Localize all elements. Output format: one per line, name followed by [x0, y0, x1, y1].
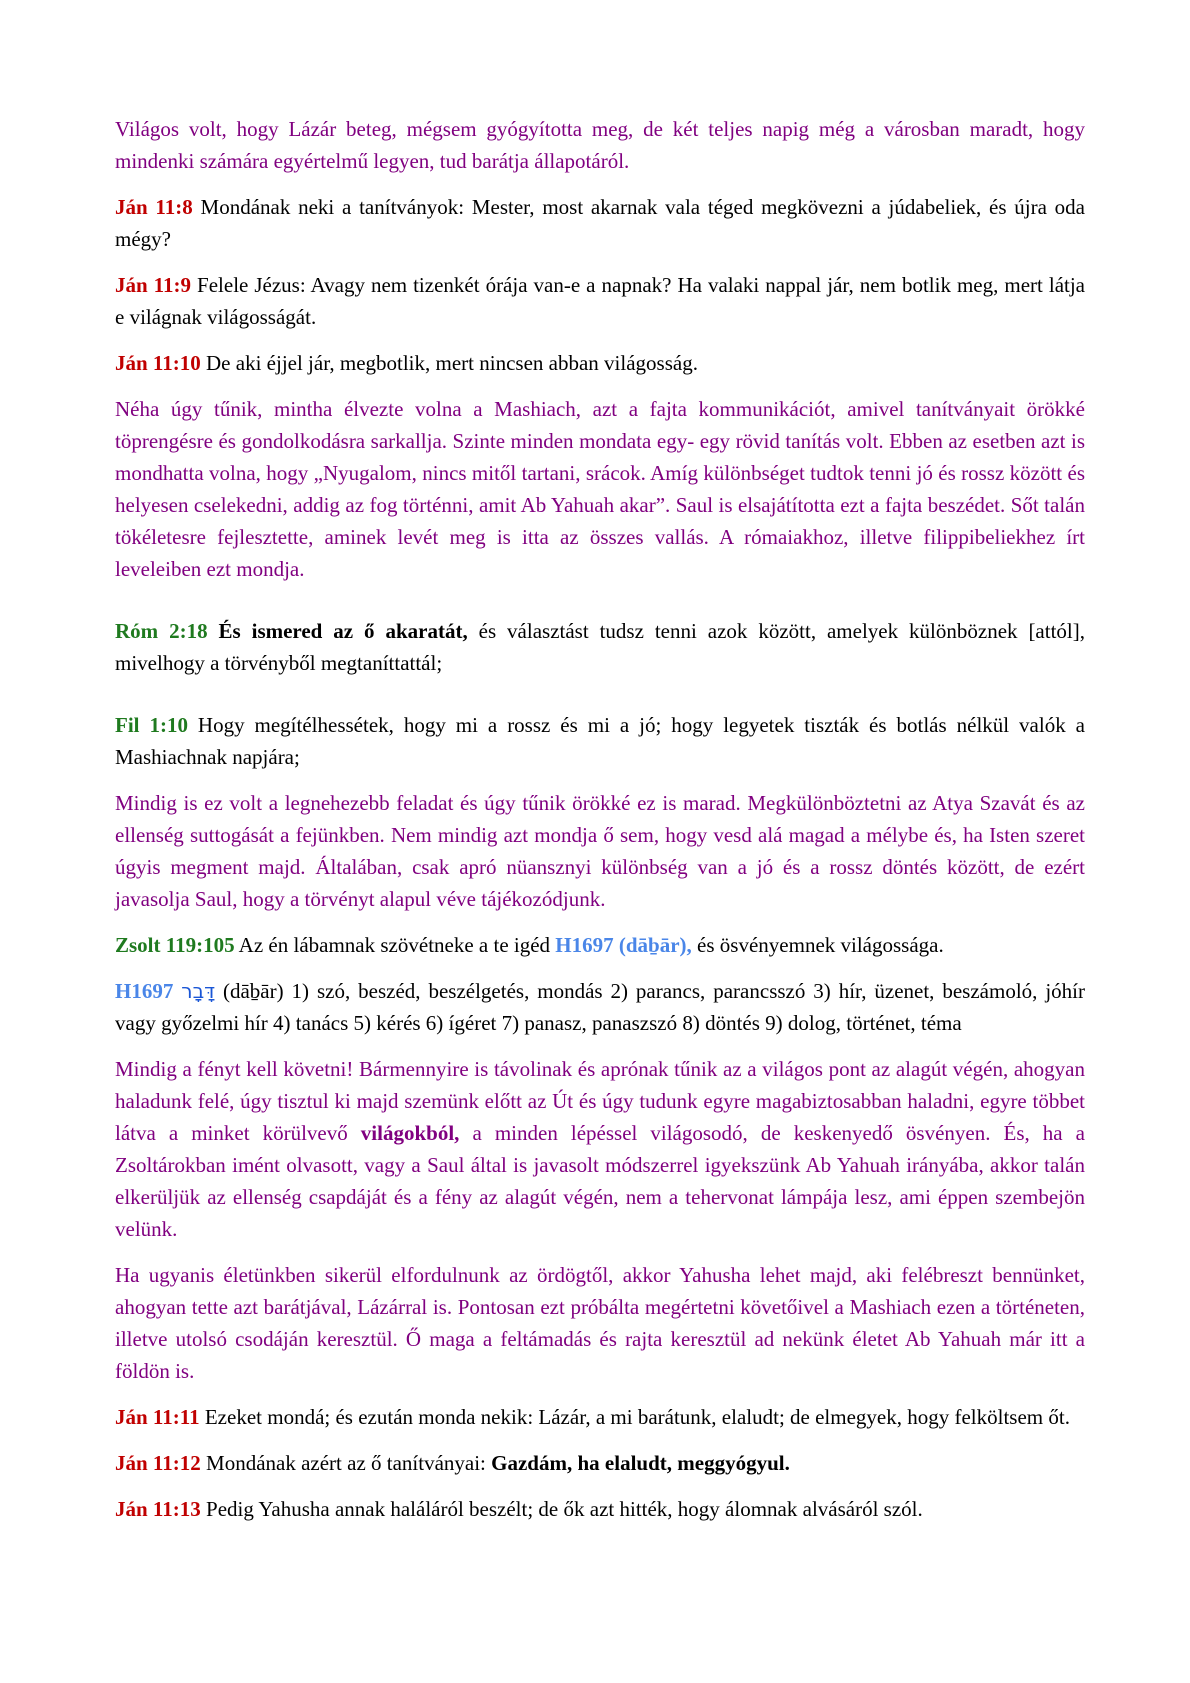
commentary-text: Mindig a fényt kell követni! Bármennyire is távolinak és aprónak tűnik az a világos pont az alagút végén, ahogyan haladunk felé, úgy tisztul ki majd szemünk előtt az Út és úgy tudunk egyre magabiztosabban haladni, egyre többet látva a minket körülvevő: [115, 1057, 1085, 1145]
verse-reference: Ján 11:9: [115, 273, 192, 297]
verse-text: Az én lábamnak szövétneke a te igéd: [234, 933, 556, 957]
verse-reference: Fil 1:10: [115, 713, 188, 737]
page-content: [115, 113, 1085, 1539]
verse-john-11-8: [115, 191, 1085, 255]
commentary-bold-text: világokból,: [360, 1121, 460, 1145]
commentary-paragraph-2: Néha úgy tűnik, mintha élvezte volna a Mashiach, azt a fajta kommunikációt, amivel tanítványait örökké töprengésre és gondolkodásra sarkallja. Szinte minden mondata egy- egy rövid tanítás volt. Ebben az esetben azt is mondhatta volna, hogy „Nyugalom, nincs mitől tartani, srácok. Amíg különbséget tudtok tenni jó és rossz között és helyesen cselekedni, addig az fog történni, amit Ab Yahuah akar”. Saul is elsajátította ezt a fajta beszédet. Sőt talán tökéletesre fejlesztette, aminek levét meg is itta az összes vallás. A rómaiakhoz, illetve filippibeliekhez írt leveleiben ezt mondja.: [115, 397, 1085, 581]
verse-text: Ezeket mondá; és ezután monda nekik: Lázár, a mi barátunk, elaludt; de elmegyek, hogy felköltsem őt.: [199, 1405, 1070, 1429]
verse-text: Hogy megítélhessétek, hogy mi a rossz és mi a jó; hogy legyetek tiszták és botlás nélkül valók a Mashiachnak napjára;: [115, 713, 1085, 769]
verse-john-11-11: [115, 1401, 1085, 1433]
verse-reference: Ján 11:11: [115, 1405, 200, 1429]
verse-text-end: és ösvényemnek világossága.: [691, 933, 944, 957]
verse-text: De aki éjjel jár, megbotlik, mert nincsen abban világosság.: [200, 351, 698, 375]
commentary-paragraph-5: Ha ugyanis életünkben sikerül elfordulnunk az ördögtől, akkor Yahusha lehet majd, aki felébreszt bennünket, ahogyan tette azt barátjával, Lázárral is. Pontosan ezt próbálta megértetni követőivel a Mashiach ezen a történeten, illetve utolsó csodáján keresztül. Ő maga a feltámadás és rajta keresztül ad nekünk életet Ab Yahuah már itt a földön is.: [115, 1263, 1085, 1383]
verse-reference: Zsolt 119:105: [115, 933, 235, 957]
commentary-paragraph-3: Mindig is ez volt a legnehezebb feladat és úgy tűnik örökké ez is marad. Megkülönböztetni az Atya Szavát és az ellenség suttogását a fejünkben. Nem mindig azt mondja ő sem, hogy vesd alá magad a mélybe és, ha Isten szeret úgyis megment majd. Általában, csak apró nüansznyi különbség van a jó és a rossz döntés között, de ezért javasolja Saul, hogy a törvényt alapul véve tájékozódjunk.: [115, 791, 1085, 911]
verse-john-11-13: [115, 1493, 1085, 1525]
verse-reference: Róm 2:18: [115, 619, 208, 643]
verse-text: Mondának azért az ő tanítványai:: [200, 1451, 492, 1475]
commentary-text-end: a minden lépéssel világosodó, de keskenyedő ösvényen. És, ha a Zsoltárokban imént olvasott, vagy a Saul által is javasolt módszerrel igyekszünk Ab Yahuah irányába, akkor talán elkerüljük az ellenség csapdáját és a fény az alagút végén, nem a tehervonat lámpája lesz, ami éppen szembejön velünk.: [115, 1121, 1085, 1241]
verse-john-11-9: [115, 269, 1085, 333]
strongs-definition: [115, 975, 1085, 1039]
verse-romans-2-18: [115, 615, 1085, 679]
strongs-reference: H1697 (dāḇār),: [555, 933, 692, 957]
definition-text: (dāḇār) 1) szó, beszéd, beszélgetés, mondás 2) parancs, parancsszó 3) hír, üzenet, beszámoló, jóhír vagy győzelmi hír 4) tanács 5) kérés 6) ígéret 7) panasz, panaszszó 8) döntés 9) dolog, történet, téma: [115, 979, 1085, 1035]
verse-reference: Ján 11:12: [115, 1451, 201, 1475]
verse-philippians-1-10: [115, 709, 1085, 773]
verse-text: Pedig Yahusha annak haláláról beszélt; de ők azt hitték, hogy álomnak alvásáról szól.: [200, 1497, 923, 1521]
verse-reference: Ján 11:10: [115, 351, 201, 375]
verse-john-11-10: [115, 347, 1085, 379]
verse-reference: Ján 11:13: [115, 1497, 201, 1521]
commentary-paragraph-4: [115, 1053, 1085, 1245]
verse-text: és választást tudsz tenni azok között, amelyek különböznek [attól], mivelhogy a törvényből megtaníttattál;: [115, 619, 1086, 675]
verse-reference: Ján 11:8: [115, 195, 193, 219]
verse-text: Felele Jézus: Avagy nem tizenkét órája van-e a napnak? Ha valaki nappal jár, nem botlik meg, mert látja e világnak világosságát.: [115, 273, 1086, 329]
verse-text: Mondának neki a tanítványok: Mester, most akarnak vala téged megkövezni a júdabeliek, és újra oda mégy?: [115, 195, 1086, 251]
verse-bold-text: És ismered az ő akaratát,: [207, 619, 468, 643]
commentary-paragraph-1: Világos volt, hogy Lázár beteg, mégsem gyógyította meg, de két teljes napig még a városban maradt, hogy mindenki számára egyértelmű legyen, tud barátja állapotáról.: [115, 117, 1085, 173]
hebrew-word: דָּבָר: [181, 979, 216, 1003]
verse-bold-text: Gazdám, ha elaludt, meggyógyul.: [491, 1451, 790, 1475]
verse-psalm-119-105: [115, 929, 1085, 961]
strongs-code: H1697: [115, 979, 174, 1003]
verse-john-11-12: [115, 1447, 1085, 1479]
